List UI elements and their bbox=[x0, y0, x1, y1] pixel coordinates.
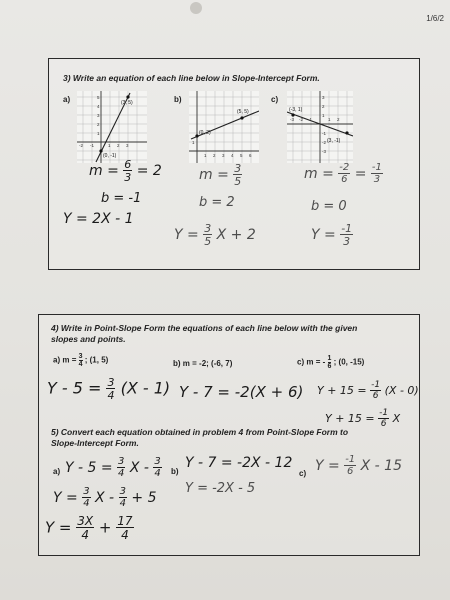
problem-5-title-line2: Slope-Intercept Form. bbox=[51, 438, 139, 448]
tick-label: -1 bbox=[90, 143, 95, 148]
problem-4-title bbox=[51, 323, 357, 345]
work-3b-intercept: b = 2 bbox=[199, 195, 235, 210]
tick-label: 1 bbox=[204, 153, 207, 158]
problem-5-title-line1: 5) Convert each equation obtained in problem 4 from Point-Slope Form to bbox=[51, 427, 349, 437]
point-label: (0, -1) bbox=[103, 153, 117, 159]
graph-3b bbox=[189, 91, 259, 163]
answer-4a: Y - 5 = $\frac{3}{4}$ (X - 1) bbox=[47, 376, 171, 402]
answer-3c: Y = $\frac{-1}{3}$ bbox=[311, 222, 353, 248]
tick-label: 2 bbox=[337, 117, 340, 122]
problem-5-title bbox=[51, 427, 348, 449]
tick-label: 3 bbox=[322, 95, 325, 100]
tick-label: 1 bbox=[108, 143, 111, 148]
given-4a: a) m = $\frac{3}{4}$ ; (1, 5) bbox=[53, 353, 109, 368]
tick-label: -2 bbox=[299, 117, 304, 122]
work-3a-slope: m = $\frac{6}{3}$ = 2 bbox=[89, 158, 162, 184]
work-3b-slope: m = $\frac{3}{5}$ bbox=[199, 162, 242, 188]
tick-label: 2 bbox=[117, 143, 120, 148]
given-4b: b) m = -2; (-6, 7) bbox=[173, 359, 233, 368]
answer-4c-line2: Y + 15 = $\frac{-1}{6}$ X bbox=[325, 408, 401, 429]
tick-label: 1 bbox=[97, 131, 100, 136]
point-label: (5, 5) bbox=[237, 109, 249, 115]
work-3a-intercept: b = -1 bbox=[101, 191, 142, 206]
tick-label: 5 bbox=[97, 95, 100, 100]
tick-label: 4 bbox=[231, 153, 234, 158]
point-label: (-3, 1) bbox=[289, 107, 303, 113]
work-5a-line2: Y = $\frac{3}{4}$ X - $\frac{3}{4}$ + 5 bbox=[53, 486, 157, 509]
answer-5c: Y = $\frac{-1}{6}$ X - 15 bbox=[315, 454, 402, 477]
tick-label: 4 bbox=[97, 104, 100, 109]
part-5a-label: a) bbox=[53, 467, 61, 476]
answer-4b: Y - 7 = -2(X + 6) bbox=[179, 383, 304, 401]
problem-4-title-line2: slopes and points. bbox=[51, 334, 126, 344]
work-5a-line1: Y - 5 = $\frac{3}{4}$ X - $\frac{3}{4}$ bbox=[65, 456, 161, 479]
problem-3-box bbox=[48, 58, 420, 270]
problem-4-title-line1: 4) Write in Point-Slope Form the equations of each line below with the given bbox=[51, 323, 358, 333]
answer-5a: Y = $\frac{3X}{4}$ + $\frac{17}{4}$ bbox=[45, 514, 133, 542]
tick-label: 1 bbox=[322, 113, 325, 118]
point-label: (3, 5) bbox=[121, 100, 133, 106]
work-3c-intercept: b = 0 bbox=[311, 199, 347, 214]
tick-label: 2 bbox=[213, 153, 216, 158]
answer-4c-line1: Y + 15 = $\frac{-1}{6}$ (X - 0) bbox=[317, 380, 419, 401]
tick-label: -2 bbox=[79, 143, 84, 148]
answer-3b: Y = $\frac{3}{5}$ X + 2 bbox=[174, 222, 256, 248]
tick-label: 6 bbox=[249, 153, 252, 158]
work-3c-slope: m = $\frac{-2}{6}$ = $\frac{-1}{3}$ bbox=[304, 162, 382, 185]
tick-label: -3 bbox=[290, 117, 295, 122]
page-date: 1/6/2 bbox=[426, 14, 444, 23]
tick-label: 3 bbox=[222, 153, 225, 158]
part-3b-label: b) bbox=[174, 95, 182, 104]
part-5c-label: c) bbox=[299, 469, 307, 478]
graph-3c bbox=[287, 91, 353, 163]
tick-label: 2 bbox=[322, 104, 325, 109]
answer-5b: Y = -2X - 5 bbox=[185, 481, 256, 496]
tick-label: -2 bbox=[322, 140, 327, 145]
tick-label: 1 bbox=[328, 117, 331, 122]
problem-3-title: 3) Write an equation of each line below in Slope-Intercept Form. bbox=[63, 73, 320, 83]
work-5b-line1: Y - 7 = -2X - 12 bbox=[185, 455, 293, 471]
part-5b-label: b) bbox=[171, 467, 179, 476]
tick-label: -3 bbox=[322, 149, 327, 154]
point-label: (3, -1) bbox=[327, 138, 341, 144]
tick-label: 1 bbox=[192, 140, 195, 145]
tick-label: -1 bbox=[322, 131, 327, 136]
answer-3a: Y = 2X - 1 bbox=[63, 211, 134, 227]
tick-label: 2 bbox=[97, 122, 100, 127]
given-4c: c) m = - $\frac{1}{6}$ ; (0, -15) bbox=[297, 355, 365, 370]
graph-3a bbox=[77, 91, 147, 163]
punch-hole bbox=[190, 2, 202, 14]
part-3c-label: c) bbox=[271, 95, 279, 104]
problem-4-5-box bbox=[38, 314, 420, 556]
part-3a-label: a) bbox=[63, 95, 71, 104]
point-label: (0, 2) bbox=[199, 130, 211, 136]
tick-label: 3 bbox=[97, 113, 100, 118]
tick-label: -1 bbox=[308, 117, 313, 122]
tick-label: 3 bbox=[126, 143, 129, 148]
tick-label: 5 bbox=[240, 153, 243, 158]
